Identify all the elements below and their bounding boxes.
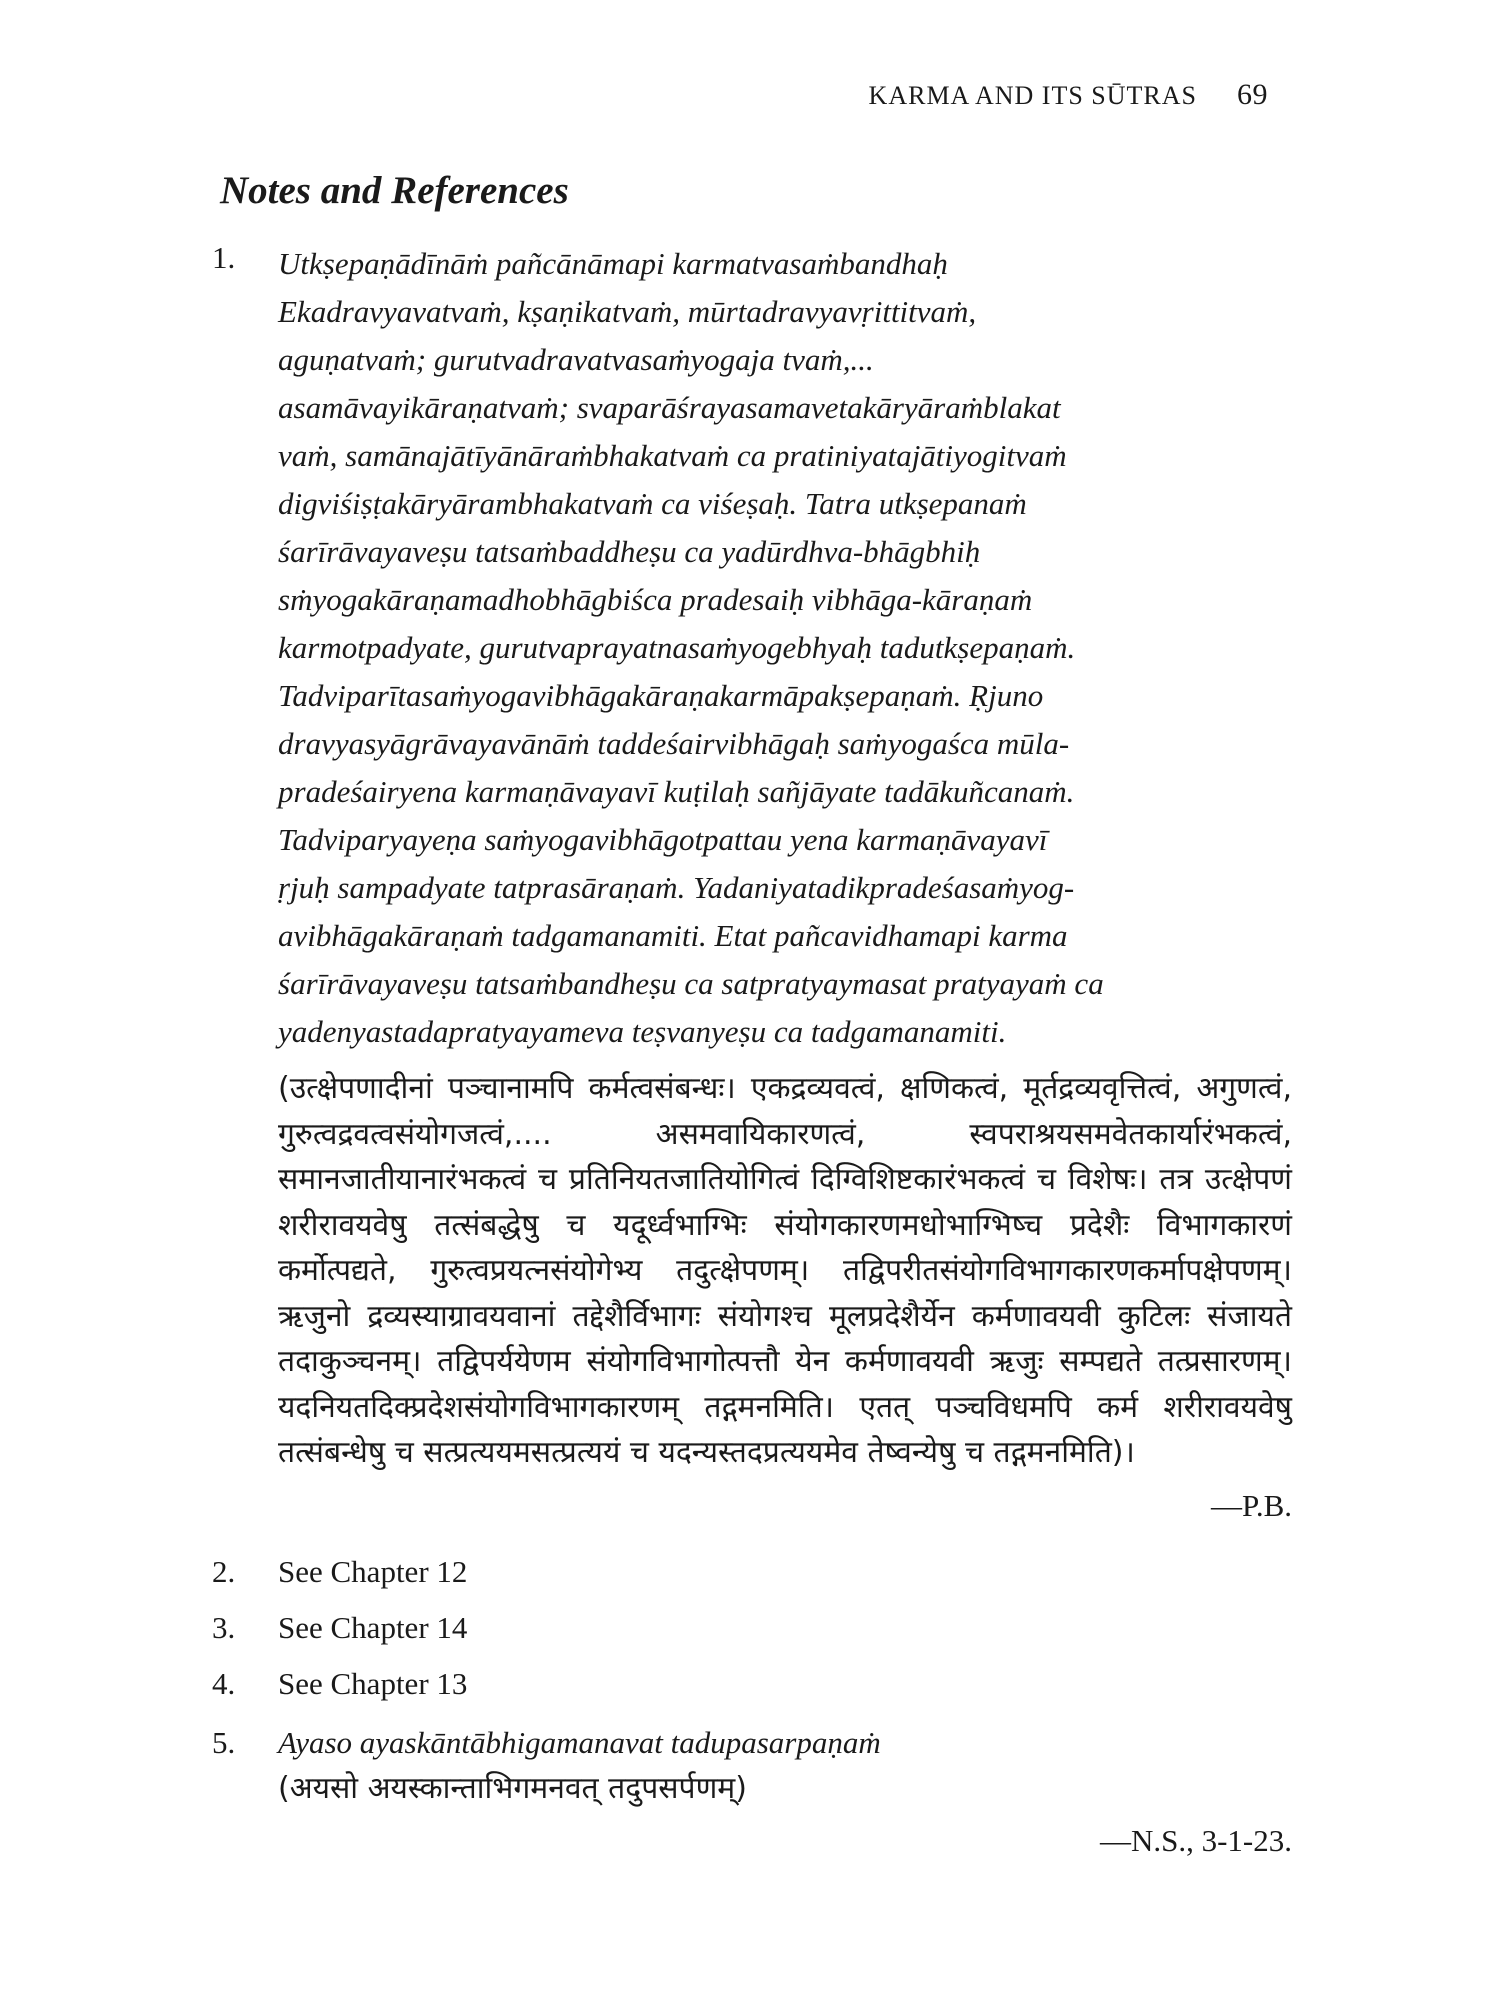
page-number: 69 <box>1237 78 1268 111</box>
devanagari-text: (उत्क्षेपणादीनां पञ्चानामपि कर्मत्वसंबन्धः। एकद्रव्यवत्वं, क्षणिकत्वं, मूर्तद्रव्यवृत्तित्वं, अगुणत्वं, गुरुत्वद्रवत्वसंयोगजत्वं,.... असमवायिकारणत्वं, स्वपराश्रयसमवेतकार्यारंभकत्वं, समानजातीयानारंभकत्वं च प्रतिनियतजातियोगित्वं दिग्विशिष्टकारंभकत्वं च विशेषः। तत्र उत्क्षेपणं शरीरावयवेषु तत्संबद्धेषु च यदूर्ध्वभाग्भिः संयोगकारणमधोभाग्भिष्च प्रदेशैः विभागकारणं कर्मोत्पद्यते, गुरुत्वप्रयत्नसंयोगेभ्य तदुत्क्षेपणम्। तद्विपरीतसंयोगविभागकारणकर्मापक्षेपणम्। ऋजुनो द्रव्यस्याग्रावयवानां तद्देशैर्विभागः संयोगश्च मूलप्रदेशैर्येन कर्मणावयवी कुटिलः संजायते तदाकुञ्चनम्। तद्विपर्ययेणम संयोगविभागोत्पत्तौ येन कर्मणावयवी ऋजुः सम्पद्यते तत्प्रसारणम्। यदनियतदिक्प्रदेशसंयोगविभागकारणम् तद्गमनमिति। एतत् पञ्चविधमपि कर्म शरीरावयवेषु तत्संबन्धेषु च सत्प्रत्ययमसत्प्रत्ययं च यदन्यस्तदप्रत्ययमेव तेष्वन्येषु च तद्गमनमिति)। <box>278 1071 1292 1470</box>
transliteration-line: Ekadravyavatvaṁ, kṣaṇikatvaṁ, mūrtadravyavṛittitvaṁ, <box>278 294 977 329</box>
transliteration-line: digviśiṣṭakāryārambhakatvaṁ ca viśeṣaḥ. Tatra utkṣepanaṁ <box>278 486 1027 521</box>
transliteration-line: yadenyastadapratyayameva teṣvanyeṣu ca tadgamanamiti. <box>278 1014 1007 1049</box>
note-number: 2. <box>212 1553 236 1589</box>
transliteration-line: Ayaso ayaskāntābhigamanavat tadupasarpaṇaṁ <box>278 1724 881 1760</box>
running-head <box>869 78 1268 112</box>
note-item <box>212 1608 1292 1648</box>
note-number: 5. <box>212 1724 236 1760</box>
transliteration-line: Utkṣepaṇādīnāṁ pañcānāmapi karmatvasaṁbandhaḥ <box>278 246 948 281</box>
note-item <box>212 1720 1292 1860</box>
note-number: 4. <box>212 1665 236 1701</box>
transliteration-line: vaṁ, samānajātīyānāraṁbhakatvaṁ ca pratiniyatajātiyogitvaṁ <box>278 438 1067 473</box>
transliteration-line: aguṇatvaṁ; gurutvadravatvasaṁyogaja tvaṁ,... <box>278 342 874 377</box>
transliteration-line: Tadviparītasaṁyogavibhāgakāraṇakarmāpakṣepaṇaṁ. Ṛjuno <box>278 678 1044 713</box>
transliteration-line: dravyasyāgrāvayavānāṁ taddeśairvibhāgaḥ saṁyogaśca mūla- <box>278 726 1070 761</box>
note-text: See Chapter 12 <box>278 1553 468 1589</box>
note-item <box>212 240 1292 1524</box>
citation: —P.B. <box>1211 1487 1292 1523</box>
transliteration-line: śarīrāvayaveṣu tatsaṁbaddheṣu ca yadūrdhva-bhāgbhiḥ <box>278 534 981 569</box>
transliteration-text <box>278 240 1292 1056</box>
note-number: 1. <box>212 240 236 275</box>
transliteration-text <box>278 1720 1292 1766</box>
transliteration-line: avibhāgakāraṇaṁ tadgamanamiti. Etat pañcavidhamapi karma <box>278 918 1068 953</box>
transliteration-line: Tadviparyayeṇa saṁyogavibhāgotpattau yena karmaṇāvayavī <box>278 822 1048 857</box>
running-title: KARMA AND ITS SŪTRAS <box>868 81 1197 110</box>
note-text: See Chapter 13 <box>278 1665 468 1701</box>
note-item <box>212 1552 1292 1592</box>
transliteration-line: śarīrāvayaveṣu tatsaṁbandheṣu ca satpratyaymasat pratyayaṁ ca <box>278 966 1104 1001</box>
note-text: See Chapter 14 <box>278 1609 468 1645</box>
note-number: 3. <box>212 1609 236 1645</box>
transliteration-line: sṁyogakāraṇamadhobhāgbiśca pradesaiḥ vibhāga-kāraṇaṁ <box>278 582 1033 617</box>
citation: —N.S., 3-1-23. <box>1099 1823 1292 1858</box>
transliteration-line: karmotpadyate, gurutvaprayatnasaṁyogebhyaḥ tadutkṣepaṇaṁ. <box>278 630 1076 665</box>
notes-list <box>212 240 1292 1859</box>
note-item <box>212 1664 1292 1704</box>
section-heading: Notes and References <box>220 169 569 212</box>
transliteration-line: asamāvayikāraṇatvaṁ; svaparāśrayasamavetakāryāraṁblakat <box>278 390 1061 425</box>
transliteration-line: ṛjuḥ sampadyate tatprasāraṇaṁ. Yadaniyatadikpradeśasaṁyog- <box>278 870 1075 905</box>
transliteration-line: pradeśairyena karmaṇāvayavī kuṭilaḥ sañjāyate tadākuñcanaṁ. <box>278 774 1075 809</box>
devanagari-text: (अयसो अयस्कान्ताभिगमनवत् तदुपसर्पणम्) <box>278 1770 747 1806</box>
